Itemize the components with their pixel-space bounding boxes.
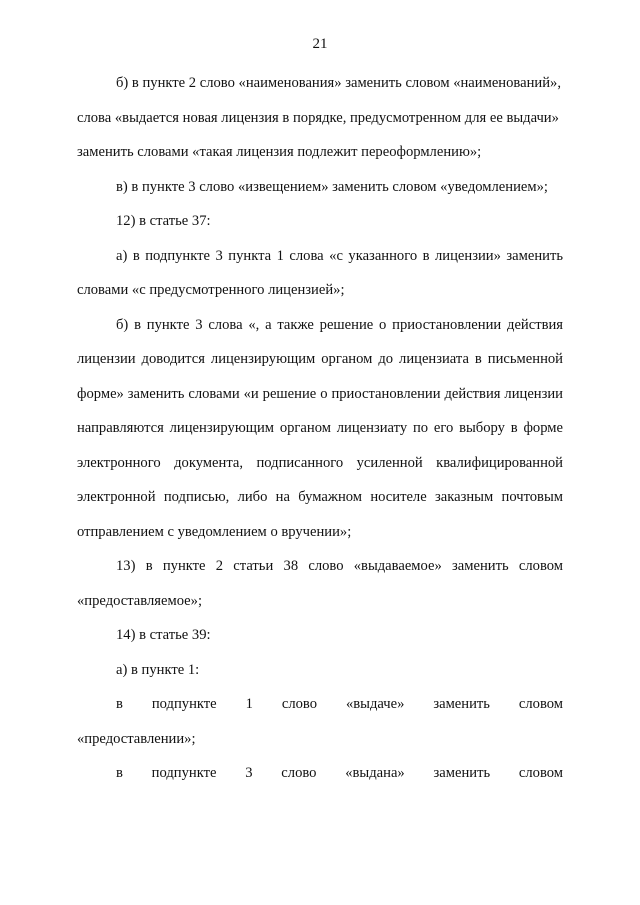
text-line: 13) в пункте 2 статьи 38 слово «выдаваемое» заменить словом [116,558,563,574]
paragraph-13-article38 [77,549,563,618]
text-line: отправлением с уведомлением о вручении»; [77,523,352,540]
document-body [77,66,563,791]
text-line: а) в пункте 1: [116,661,200,678]
page-number: 21 [312,36,328,52]
text-line: словами «с предусмотренного лицензией»; [77,282,345,298]
text-line: «предоставлении»; [77,730,196,747]
paragraph-v-item3 [77,170,563,205]
text-line: б) в пункте 2 слово «наименования» заменить словом «наименований», [116,75,561,91]
text-line: «предоставляемое»; [77,592,202,609]
paragraph-a-subitem3 [77,239,563,308]
text-line: в подпункте 1 слово «выдаче» заменить словом [116,696,563,712]
text-line: 14) в статье 39: [116,627,211,643]
text-line: слова «выдается новая лицензия в порядке, предусмотренном для ее выдачи» [77,109,559,126]
text-line: лицензии доводится лицензирующим органом до лицензиата в письменной [77,351,563,367]
paragraph-14-article39 [77,618,563,653]
paragraph-a-item1 [77,653,563,688]
text-line: электронной подписью, либо на бумажном носителе заказным почтовым [77,489,563,505]
paragraph-12-article37 [77,204,563,239]
text-line: б) в пункте 3 слова «, а также решение о приостановлении действия [116,316,563,333]
paragraph-b-item3-suspension [77,308,563,550]
paragraph-subitem1-vydache [77,687,563,756]
text-line: форме» заменить словами «и решение о приостановлении действия лицензии [77,385,563,402]
text-line: в подпункте 3 слово «выдана» заменить словом [116,765,563,781]
text-line: а) в подпункте 3 пункта 1 слова «с указанного в лицензии» заменить [116,247,563,264]
text-line: 12) в статье 37: [116,213,211,229]
paragraph-subitem3-vydana [77,756,563,791]
paragraph-b-item2 [77,66,563,170]
text-line: электронного документа, подписанного усиленной квалифицированной [77,454,563,471]
text-line: в) в пункте 3 слово «извещением» заменить словом «уведомлением»; [116,178,548,195]
text-line: заменить словами «такая лицензия подлежит переоформлению»; [77,144,482,160]
text-line: направляются лицензирующим органом лицензиату по его выбору в форме [77,420,563,436]
